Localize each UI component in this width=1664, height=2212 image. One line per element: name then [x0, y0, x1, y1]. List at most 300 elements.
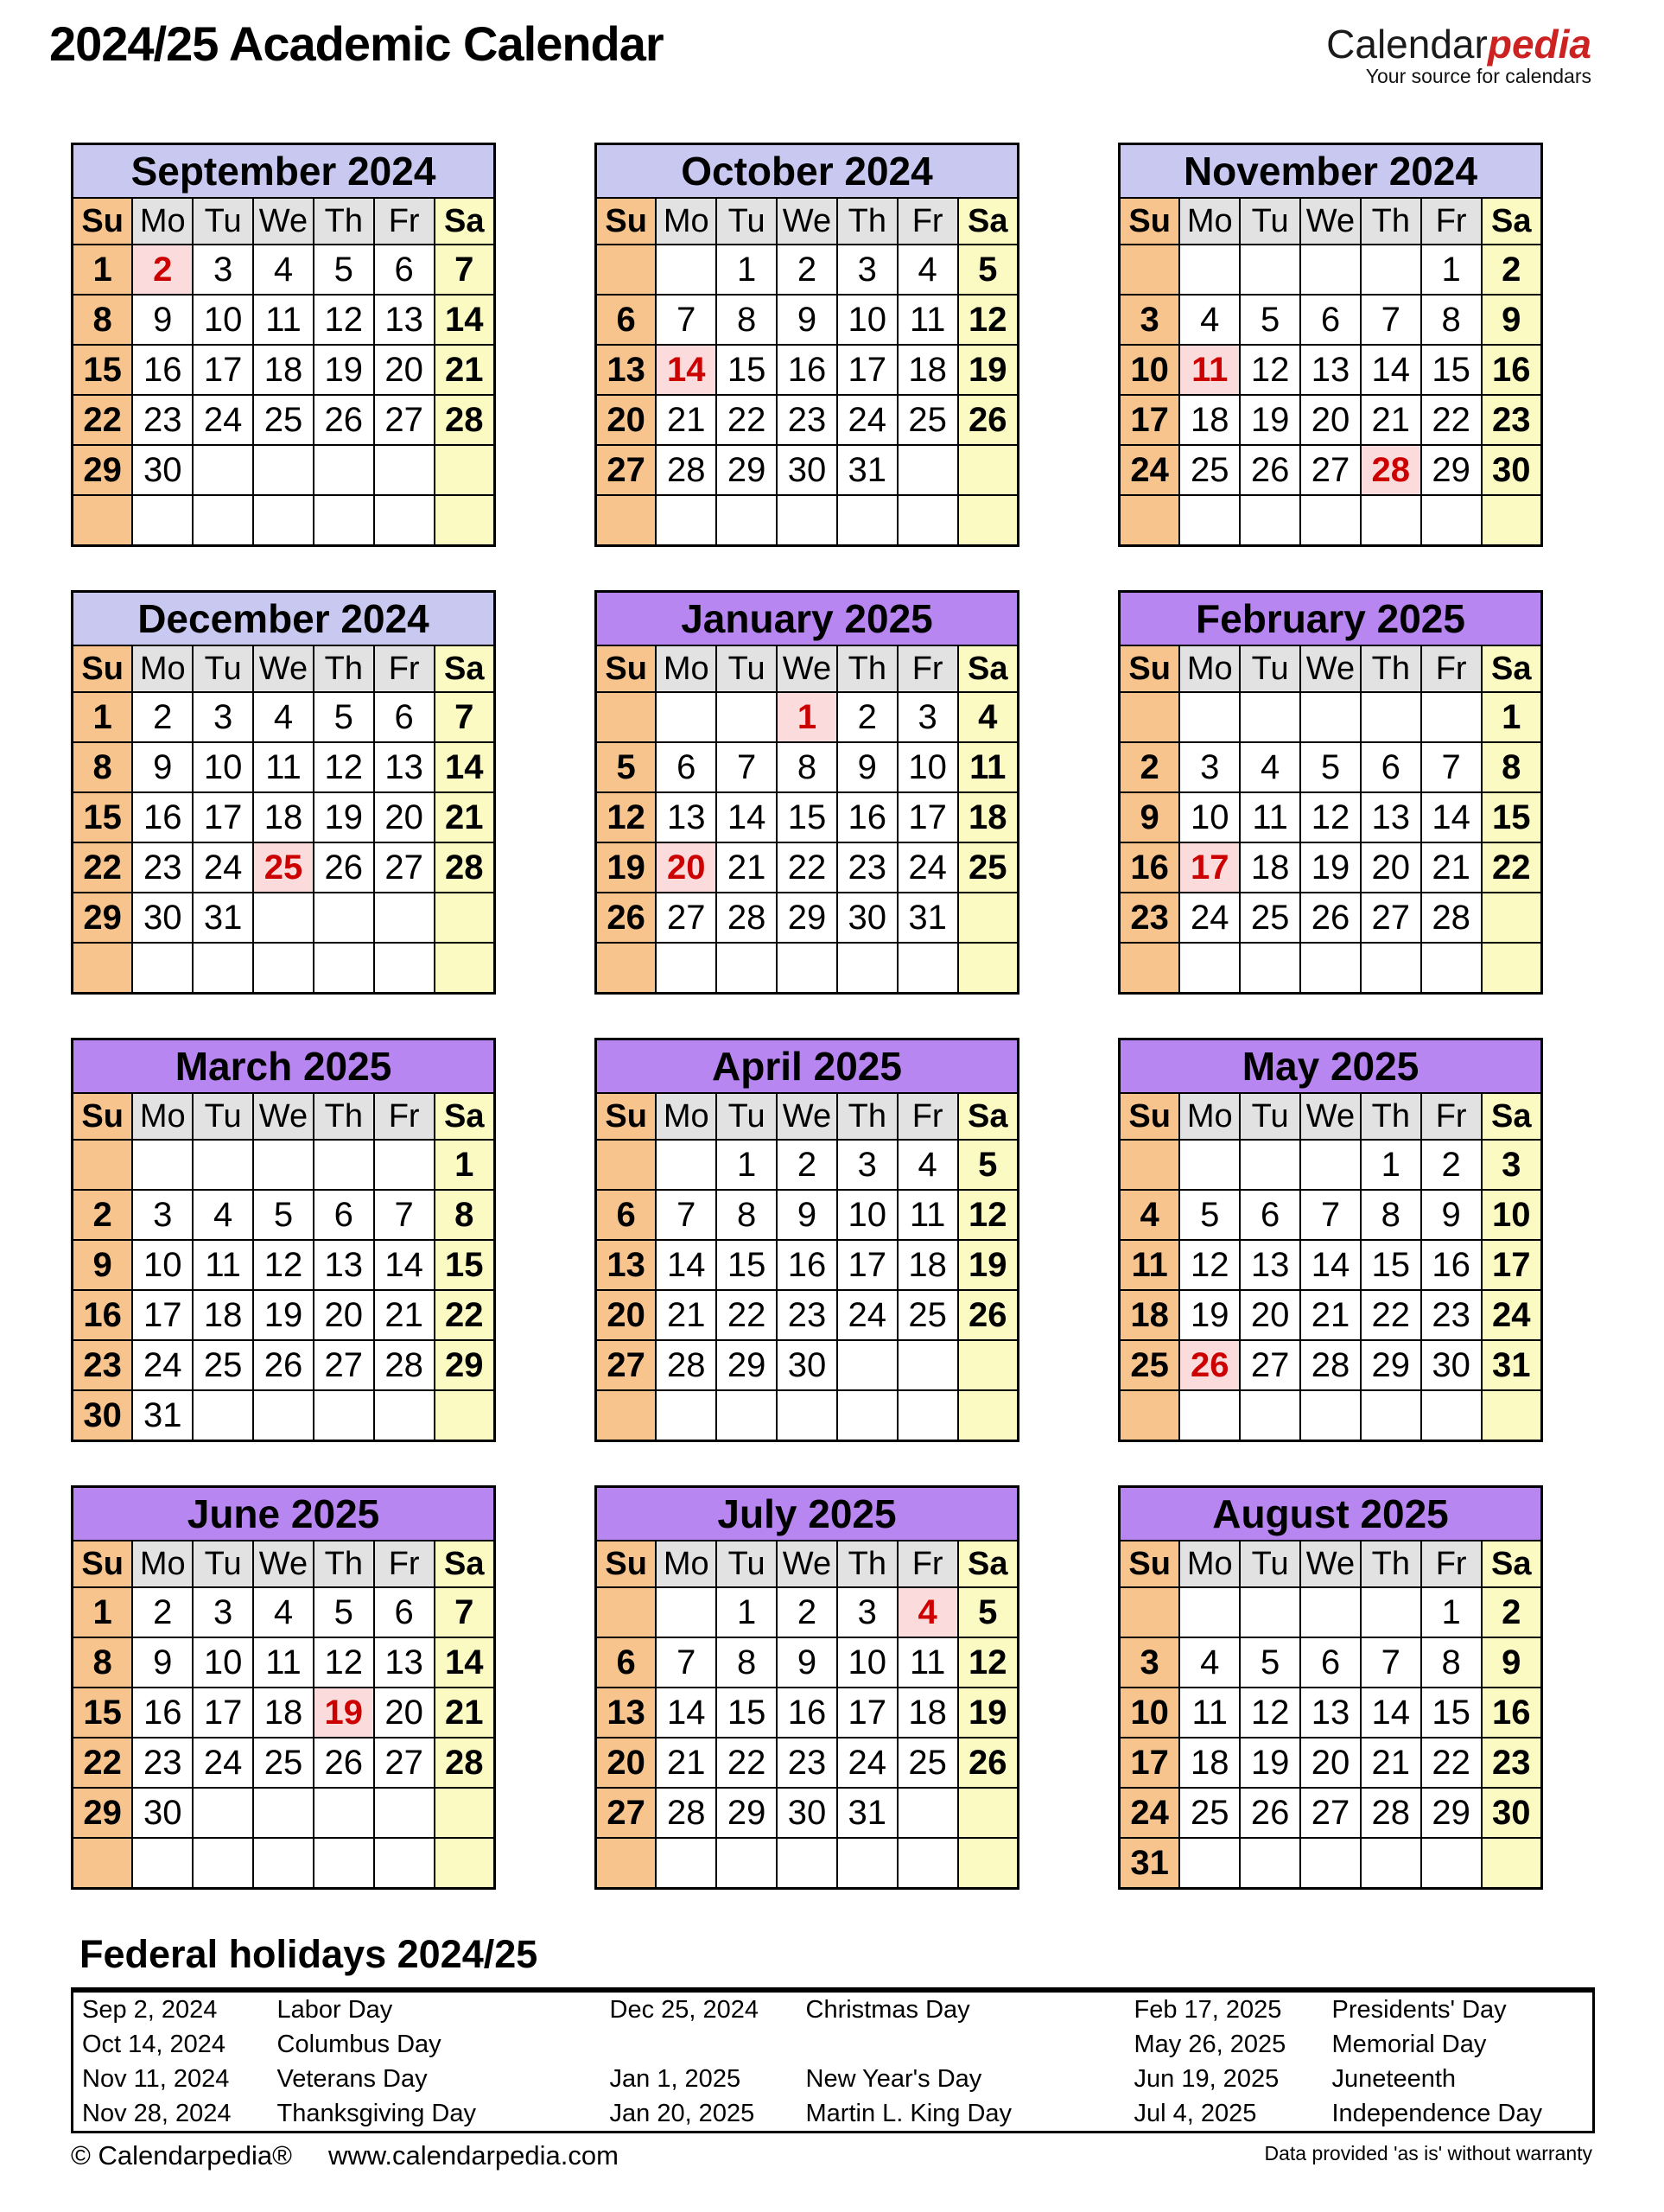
week-row	[1120, 1688, 1542, 1738]
week-row	[596, 1738, 1019, 1788]
holiday-name: New Year's Day	[805, 2064, 982, 2093]
federal-holidays-table	[71, 1987, 1595, 2133]
week-row	[1120, 495, 1542, 546]
day-cell-empty	[314, 1140, 374, 1190]
month-table-april-2025	[594, 1038, 1019, 1442]
day-cell: 20	[596, 1290, 657, 1340]
week-row	[1120, 1838, 1542, 1889]
day-cell: 13	[374, 295, 435, 345]
day-cell: 18	[898, 1240, 958, 1290]
day-cell-empty	[656, 245, 716, 295]
day-cell: 2	[1482, 1587, 1542, 1637]
day-cell: 23	[777, 1738, 837, 1788]
day-cell: 30	[132, 445, 193, 495]
day-cell: 23	[1421, 1290, 1482, 1340]
day-cell: 6	[596, 1190, 657, 1240]
day-cell: 27	[1361, 893, 1421, 943]
day-cell-empty	[193, 495, 253, 546]
day-cell-empty	[253, 445, 314, 495]
week-row	[596, 842, 1019, 893]
day-cell: 29	[1361, 1340, 1421, 1390]
day-cell: 4	[1179, 295, 1240, 345]
day-cell-empty	[253, 1140, 314, 1190]
day-cell: 1	[73, 245, 133, 295]
day-cell: 21	[716, 842, 777, 893]
day-cell: 7	[435, 245, 495, 295]
day-cell-empty	[596, 1140, 657, 1190]
day-cell: 19	[596, 842, 657, 893]
day-cell: 31	[193, 893, 253, 943]
day-cell: 8	[73, 295, 133, 345]
day-cell: 9	[132, 742, 193, 792]
week-row	[596, 943, 1019, 994]
weekday-header-fr: Fr	[898, 645, 958, 692]
day-cell: 12	[958, 295, 1019, 345]
day-cell: 17	[837, 345, 898, 395]
weekday-header-su: Su	[596, 198, 657, 245]
day-cell: 1	[1421, 1587, 1482, 1637]
day-cell-empty	[314, 1788, 374, 1838]
day-cell-empty	[1361, 245, 1421, 295]
day-cell-empty	[253, 1390, 314, 1441]
holiday-date: Feb 17, 2025	[1134, 1995, 1282, 2024]
day-cell: 14	[374, 1240, 435, 1290]
day-cell-empty	[374, 495, 435, 546]
day-cell: 5	[958, 245, 1019, 295]
holiday-day-cell: 2	[132, 245, 193, 295]
day-cell-empty	[1120, 1140, 1180, 1190]
day-cell: 7	[656, 295, 716, 345]
day-cell: 16	[73, 1290, 133, 1340]
day-cell: 31	[1482, 1340, 1542, 1390]
day-cell: 30	[1482, 445, 1542, 495]
day-cell-empty	[656, 1140, 716, 1190]
month-title: April 2025	[596, 1039, 1019, 1094]
day-cell-empty	[1179, 245, 1240, 295]
day-cell: 28	[716, 893, 777, 943]
day-cell: 13	[656, 792, 716, 842]
holiday-row	[73, 1990, 1594, 2027]
day-cell: 7	[656, 1190, 716, 1240]
day-cell-empty	[958, 1788, 1019, 1838]
day-cell: 18	[253, 1688, 314, 1738]
day-cell: 26	[314, 842, 374, 893]
month-title: October 2024	[596, 144, 1019, 199]
day-cell: 20	[314, 1290, 374, 1340]
day-cell-empty	[1240, 1140, 1300, 1190]
weekday-header-th: Th	[837, 645, 898, 692]
day-cell: 12	[958, 1637, 1019, 1688]
week-row	[596, 1587, 1019, 1637]
day-cell: 3	[1120, 295, 1180, 345]
day-cell: 24	[898, 842, 958, 893]
day-cell-empty	[777, 1838, 837, 1889]
day-cell: 31	[898, 893, 958, 943]
day-cell-empty	[777, 943, 837, 994]
day-cell: 8	[73, 1637, 133, 1688]
day-cell: 9	[1120, 792, 1180, 842]
day-cell-empty	[1300, 943, 1361, 994]
day-cell: 5	[958, 1587, 1019, 1637]
holiday-day-cell: 1	[777, 692, 837, 742]
day-cell: 19	[314, 345, 374, 395]
day-cell-empty	[1300, 1390, 1361, 1441]
day-cell: 3	[1120, 1637, 1180, 1688]
day-cell-empty	[837, 1390, 898, 1441]
day-cell-empty	[716, 1390, 777, 1441]
day-cell: 25	[193, 1340, 253, 1390]
day-cell-empty	[656, 1838, 716, 1889]
day-cell: 22	[716, 1738, 777, 1788]
week-row	[596, 1788, 1019, 1838]
day-cell-empty	[596, 943, 657, 994]
week-row	[73, 1140, 495, 1190]
week-row	[73, 1788, 495, 1838]
day-cell: 20	[1240, 1290, 1300, 1340]
day-cell: 17	[1482, 1240, 1542, 1290]
day-cell: 19	[1240, 395, 1300, 445]
day-cell: 14	[435, 1637, 495, 1688]
week-row	[596, 893, 1019, 943]
day-cell: 29	[716, 1788, 777, 1838]
weekday-header-sa: Sa	[958, 198, 1019, 245]
day-cell-empty	[73, 1140, 133, 1190]
holiday-date: Jun 19, 2025	[1134, 2064, 1280, 2093]
day-cell-empty	[73, 495, 133, 546]
day-cell-empty	[193, 943, 253, 994]
day-cell: 11	[253, 295, 314, 345]
day-cell: 7	[1361, 1637, 1421, 1688]
day-cell-empty	[716, 692, 777, 742]
day-cell: 31	[132, 1390, 193, 1441]
day-cell: 22	[1482, 842, 1542, 893]
day-cell: 22	[777, 842, 837, 893]
day-cell-empty	[435, 1788, 495, 1838]
day-cell: 28	[656, 1340, 716, 1390]
day-cell: 10	[132, 1240, 193, 1290]
day-cell: 2	[777, 1587, 837, 1637]
day-cell: 24	[193, 1738, 253, 1788]
day-cell-empty	[656, 692, 716, 742]
day-cell: 18	[193, 1290, 253, 1340]
day-cell-empty	[374, 1788, 435, 1838]
day-cell: 8	[716, 1637, 777, 1688]
weekday-header-th: Th	[314, 1541, 374, 1587]
day-cell: 10	[837, 1637, 898, 1688]
day-cell: 28	[435, 395, 495, 445]
week-row	[596, 1340, 1019, 1390]
day-cell-empty	[435, 1390, 495, 1441]
day-cell: 25	[1179, 445, 1240, 495]
day-cell: 21	[435, 345, 495, 395]
weekday-header-su: Su	[1120, 1093, 1180, 1140]
day-cell: 12	[1240, 345, 1300, 395]
day-cell: 17	[1120, 395, 1180, 445]
weekday-header-th: Th	[837, 1093, 898, 1140]
day-cell: 15	[1421, 345, 1482, 395]
federal-holidays-title: Federal holidays 2024/25	[79, 1932, 538, 1976]
day-cell: 4	[958, 692, 1019, 742]
weekday-header-th: Th	[314, 1093, 374, 1140]
day-cell: 1	[73, 1587, 133, 1637]
day-cell: 4	[898, 245, 958, 295]
day-cell: 27	[1300, 445, 1361, 495]
day-cell: 29	[73, 893, 133, 943]
day-cell-empty	[1482, 943, 1542, 994]
month-table-august-2025	[1118, 1485, 1543, 1890]
weekday-header-mo: Mo	[1179, 1093, 1240, 1140]
weekday-header-tu: Tu	[716, 645, 777, 692]
weekday-header-th: Th	[1361, 198, 1421, 245]
holiday-name: Presidents' Day	[1331, 1995, 1507, 2024]
week-row	[596, 792, 1019, 842]
day-cell-empty	[1179, 495, 1240, 546]
day-cell: 16	[1482, 345, 1542, 395]
week-row	[1120, 295, 1542, 345]
week-row	[73, 1240, 495, 1290]
day-cell-empty	[1482, 1390, 1542, 1441]
day-cell: 24	[1120, 445, 1180, 495]
day-cell-empty	[716, 495, 777, 546]
day-cell-empty	[314, 893, 374, 943]
week-row	[596, 1290, 1019, 1340]
day-cell: 25	[253, 1738, 314, 1788]
day-cell: 29	[777, 893, 837, 943]
day-cell: 19	[1240, 1738, 1300, 1788]
week-row	[1120, 1190, 1542, 1240]
weekday-header-tu: Tu	[1240, 1093, 1300, 1140]
day-cell: 22	[716, 395, 777, 445]
weekday-header-we: We	[777, 1093, 837, 1140]
day-cell: 11	[253, 1637, 314, 1688]
day-cell-empty	[1120, 245, 1180, 295]
week-row	[73, 1290, 495, 1340]
week-row	[73, 1587, 495, 1637]
day-cell-empty	[314, 445, 374, 495]
day-cell: 30	[777, 445, 837, 495]
day-cell: 14	[716, 792, 777, 842]
day-cell: 10	[898, 742, 958, 792]
day-cell: 15	[716, 1688, 777, 1738]
week-row	[1120, 245, 1542, 295]
day-cell: 7	[435, 1587, 495, 1637]
weekday-header-sa: Sa	[958, 1541, 1019, 1587]
weekday-header-tu: Tu	[1240, 1541, 1300, 1587]
week-row	[73, 842, 495, 893]
day-cell-empty	[1240, 1838, 1300, 1889]
day-cell: 23	[777, 1290, 837, 1340]
day-cell: 26	[1240, 445, 1300, 495]
day-cell-empty	[1300, 245, 1361, 295]
week-row	[596, 692, 1019, 742]
month-table-november-2024	[1118, 143, 1543, 547]
day-cell: 25	[1179, 1788, 1240, 1838]
day-cell: 1	[435, 1140, 495, 1190]
day-cell-empty	[193, 1140, 253, 1190]
week-row	[596, 445, 1019, 495]
day-cell: 7	[1300, 1190, 1361, 1240]
day-cell: 21	[435, 792, 495, 842]
week-row	[596, 1688, 1019, 1738]
weekday-header-mo: Mo	[1179, 198, 1240, 245]
weekday-header-sa: Sa	[1482, 1093, 1542, 1140]
month-table-february-2025	[1118, 590, 1543, 995]
month-table-december-2024	[71, 590, 496, 995]
month-table-july-2025	[594, 1485, 1019, 1890]
day-cell-empty	[656, 1587, 716, 1637]
day-cell: 23	[777, 395, 837, 445]
day-cell: 3	[1482, 1140, 1542, 1190]
day-cell: 14	[1361, 1688, 1421, 1738]
day-cell-empty	[435, 1838, 495, 1889]
weekday-header-su: Su	[1120, 1541, 1180, 1587]
day-cell: 6	[374, 692, 435, 742]
day-cell: 19	[1300, 842, 1361, 893]
week-row	[73, 445, 495, 495]
day-cell-empty	[656, 495, 716, 546]
weekday-header-mo: Mo	[656, 645, 716, 692]
weekday-header-mo: Mo	[1179, 1541, 1240, 1587]
week-row	[1120, 345, 1542, 395]
day-cell: 29	[73, 445, 133, 495]
day-cell-empty	[898, 1340, 958, 1390]
day-cell: 24	[837, 1290, 898, 1340]
day-cell-empty	[596, 692, 657, 742]
day-cell: 1	[1361, 1140, 1421, 1190]
day-cell-empty	[958, 893, 1019, 943]
day-cell-empty	[958, 1838, 1019, 1889]
day-cell: 19	[958, 345, 1019, 395]
day-cell-empty	[958, 495, 1019, 546]
logo-text-black: Calendar	[1326, 22, 1488, 67]
day-cell-empty	[73, 943, 133, 994]
weekday-header-we: We	[253, 1093, 314, 1140]
day-cell: 4	[193, 1190, 253, 1240]
weekday-header-sa: Sa	[1482, 645, 1542, 692]
week-row	[596, 742, 1019, 792]
weekday-header-tu: Tu	[193, 198, 253, 245]
week-row	[596, 1140, 1019, 1190]
day-cell: 17	[1120, 1738, 1180, 1788]
day-cell: 3	[132, 1190, 193, 1240]
day-cell-empty	[898, 943, 958, 994]
day-cell: 26	[958, 395, 1019, 445]
day-cell: 30	[777, 1340, 837, 1390]
week-row	[73, 1340, 495, 1390]
day-cell: 16	[777, 1240, 837, 1290]
week-row	[1120, 742, 1542, 792]
day-cell: 19	[1179, 1290, 1240, 1340]
day-cell-empty	[958, 1340, 1019, 1390]
holiday-name: Memorial Day	[1331, 2030, 1487, 2058]
day-cell: 31	[837, 1788, 898, 1838]
day-cell-empty	[1421, 692, 1482, 742]
week-row	[73, 1838, 495, 1889]
holiday-day-cell: 11	[1179, 345, 1240, 395]
day-cell: 5	[314, 245, 374, 295]
day-cell: 9	[777, 1190, 837, 1240]
weekday-header-we: We	[777, 198, 837, 245]
week-row	[1120, 1340, 1542, 1390]
day-cell: 15	[435, 1240, 495, 1290]
day-cell: 14	[1421, 792, 1482, 842]
day-cell: 5	[253, 1190, 314, 1240]
day-cell-empty	[132, 495, 193, 546]
week-row	[596, 1838, 1019, 1889]
day-cell: 27	[1240, 1340, 1300, 1390]
week-row	[73, 893, 495, 943]
day-cell: 12	[314, 1637, 374, 1688]
day-cell: 28	[1361, 1788, 1421, 1838]
day-cell: 13	[1300, 345, 1361, 395]
day-cell: 18	[898, 345, 958, 395]
day-cell: 30	[1421, 1340, 1482, 1390]
weekday-header-th: Th	[837, 198, 898, 245]
day-cell: 6	[596, 295, 657, 345]
day-cell: 7	[716, 742, 777, 792]
day-cell: 7	[1361, 295, 1421, 345]
day-cell: 29	[73, 1788, 133, 1838]
day-cell-empty	[1179, 1838, 1240, 1889]
day-cell: 25	[958, 842, 1019, 893]
day-cell: 15	[73, 792, 133, 842]
holiday-name: Thanksgiving Day	[276, 2099, 476, 2127]
weekday-header-we: We	[253, 1541, 314, 1587]
day-cell: 3	[898, 692, 958, 742]
day-cell-empty	[1300, 495, 1361, 546]
week-row	[1120, 893, 1542, 943]
week-row	[1120, 445, 1542, 495]
weekday-header-fr: Fr	[1421, 1093, 1482, 1140]
day-cell: 10	[1120, 1688, 1180, 1738]
day-cell: 10	[837, 295, 898, 345]
weekday-header-sa: Sa	[1482, 198, 1542, 245]
day-cell: 10	[837, 1190, 898, 1240]
month-title: June 2025	[73, 1487, 495, 1541]
day-cell-empty	[253, 495, 314, 546]
day-cell-empty	[314, 1390, 374, 1441]
day-cell: 2	[837, 692, 898, 742]
day-cell: 16	[1482, 1688, 1542, 1738]
website-text: www.calendarpedia.com	[327, 2140, 619, 2171]
day-cell-empty	[1179, 1587, 1240, 1637]
day-cell: 14	[656, 1240, 716, 1290]
day-cell-empty	[193, 1838, 253, 1889]
day-cell-empty	[374, 1140, 435, 1190]
day-cell-empty	[716, 1838, 777, 1889]
weekday-header-mo: Mo	[132, 1093, 193, 1140]
day-cell: 22	[1421, 1738, 1482, 1788]
day-cell: 18	[253, 792, 314, 842]
day-cell: 8	[1421, 295, 1482, 345]
holiday-name: Columbus Day	[276, 2030, 441, 2058]
day-cell: 13	[1240, 1240, 1300, 1290]
day-cell: 20	[1300, 395, 1361, 445]
months-grid	[71, 143, 1543, 1890]
day-cell: 24	[193, 842, 253, 893]
holiday-day-cell: 20	[656, 842, 716, 893]
day-cell: 12	[1179, 1240, 1240, 1290]
week-row	[1120, 692, 1542, 742]
day-cell: 24	[837, 1738, 898, 1788]
day-cell-empty	[777, 495, 837, 546]
day-cell: 8	[73, 742, 133, 792]
day-cell-empty	[1240, 245, 1300, 295]
day-cell-empty	[1361, 1390, 1421, 1441]
day-cell: 4	[1120, 1190, 1180, 1240]
holiday-day-cell: 14	[656, 345, 716, 395]
day-cell: 30	[132, 1788, 193, 1838]
